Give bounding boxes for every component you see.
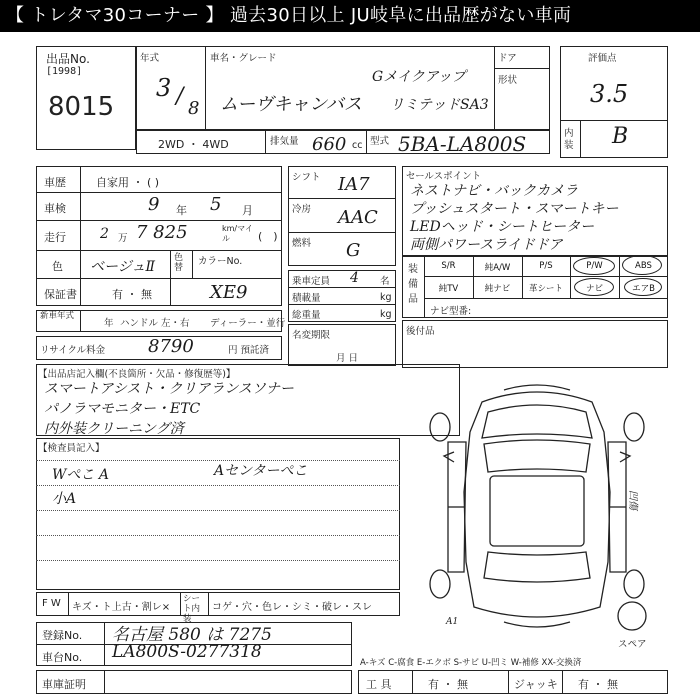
equip-navi-genuine: 純ナビ [484,284,511,294]
color-code-label: カラーNo. [198,256,243,267]
equip-aw: 純A/W [484,263,511,273]
lot-number: 8015 [48,92,115,122]
tools-value: 有 ・ 無 [428,678,468,691]
diagram-note-1: 凹傷 [627,490,638,510]
reg-label: 登録No. [42,629,83,642]
shift-label: シフト [292,172,321,183]
equip-pw-circle [573,257,615,275]
history-value: 自家用 ・ ( ) [96,176,160,189]
capacity-unit: 名 [380,276,390,287]
inspector-line-1: Wぺこ A [52,467,109,483]
spare-label: スペア [618,639,647,650]
displacement-label: 排気量 [270,136,299,147]
inspection-month-unit: 月 [242,204,253,217]
displacement-unit: cc [352,140,363,151]
car-hood [482,405,592,438]
sales-line-1: ネストナビ・バックカメラ [410,183,578,199]
seat-label: シート内装 [183,594,201,624]
shape-label: 形状 [498,75,518,86]
score-label: 評価点 [588,53,617,64]
grade-line1: Gメイクアップ [372,69,466,85]
car-roof [490,476,584,546]
equip-navi: ナビ [585,284,603,294]
damage-legend: A-キズ C-腐食 E-エクボ S-サビ U-凹ミ W-補修 XX-交換済 [360,658,582,668]
warranty-label: 保証書 [44,288,77,301]
sales-label: セールスポイント [406,171,482,182]
load-unit: kg [380,292,392,303]
front-bumper [504,385,570,390]
year-value-top: 3 [156,74,172,102]
capacity-label: 乗車定員 [292,276,331,287]
fw-label: F W [42,598,61,609]
year-slash: / [176,84,184,109]
inspector-line-1b: Aセンターぺこ [214,463,308,479]
drive-label: 2WD ・ 4WD [158,138,229,151]
color-code-value: XE9 [210,282,248,303]
diagram-note-2: A1 [446,617,459,627]
car-name: ムーヴキャンバス [220,94,362,115]
dealer-value: ディーラー・並行 [210,318,286,329]
year-label: 年式 [140,53,160,64]
chassis-label: 車台No. [42,651,83,664]
inspection-label: 車検 [44,202,66,215]
recycle-value: 8790 [148,336,194,357]
wheel-fr [624,413,644,441]
wheel-rr [624,570,644,598]
notes-line-3: 内外装クリーニング済 [44,421,184,437]
history-label: 車歴 [44,176,66,189]
tools-label: 工 具 [366,678,392,691]
door-label: ドア [498,53,517,64]
model-value: 5BA-LA800S [398,132,527,156]
sales-line-3: LEDヘッド・シートヒーター [410,219,595,235]
sales-line-2: プッシュスタート・スマートキー [410,201,619,217]
equip-airbag: エアB [632,284,655,294]
inspection-year-unit: 年 [176,204,187,217]
tools-box [358,670,668,694]
mileage-unit: km/マイル [222,224,253,243]
equip-navi-circle [574,278,614,296]
cooler-label: 冷房 [292,204,312,215]
notes-label: 【出品店記入欄(不良箇所・欠品・修復歴等)】 [38,369,236,380]
after-install-box [402,320,668,368]
jack-value: 有 ・ 無 [578,678,618,691]
notes-line-1: スマートアシスト・クリアランスソナー [44,381,294,397]
equip-pw: P/W [586,261,603,271]
shift-value: IA7 [338,174,370,195]
chassis-value: LA800S-0277318 [112,642,262,662]
weight-unit: kg [380,309,392,320]
equip-airbag-circle [624,278,662,296]
recycle-label: リサイクル料金 [40,345,106,356]
inspector-line-2: 小A [52,491,77,507]
car-body-outline [464,392,610,617]
equip-abs-circle [622,255,662,275]
header-banner: 【 トレタマ30コーナー 】 過去30日以上 JU岐阜に出品歴がない車両 [0,0,700,32]
mileage-man: 2 [100,226,109,242]
mileage-label: 走行 [44,231,66,244]
cooler-value: AAC [338,207,378,228]
color-change-label: 色替 [174,253,184,273]
equipment-label: 装備品 [408,264,418,305]
fuel-label: 燃料 [292,238,312,249]
grade-line2: リミテッドSA3 [390,97,489,113]
weight-label: 総重量 [292,310,321,321]
wheel-fl [430,413,450,441]
warranty-value: 有 ・ 無 [112,288,152,301]
car-rear-window [484,552,590,582]
regchange-unit: 月 日 [336,353,359,364]
rear-bumper [504,622,570,627]
seat-value: コゲ・穴・色レ・シミ・破レ・スレ [212,602,372,613]
car-windshield [484,440,590,472]
equip-abs: ABS [635,261,652,271]
regchange-label: 名変期限 [292,330,331,341]
wheel-rl [430,570,450,598]
capacity-value: 4 [350,270,359,286]
load-label: 積載量 [292,293,321,304]
inspection-year: 9 [148,194,160,215]
navi-model-label: ナビ型番: [430,306,472,317]
model-label: 型式 [370,136,390,147]
lot-label: 出品No. [46,52,90,66]
mileage-paren: ( ) [258,230,278,243]
equip-leather: 革シート [528,284,563,294]
color-value: ベージュⅡ [90,259,155,275]
interior-value: B [612,124,629,149]
lot-sub: [1998] [46,66,83,77]
equip-ps: P/S [539,261,553,271]
interior-label: 内装 [564,128,574,151]
name-label: 車名・グレード [210,53,277,64]
newcar-year: 年 [104,318,114,329]
equip-sr: S/R [441,261,456,271]
fuel-value: G [346,240,361,261]
newcar-label: 新車年式 [40,311,75,321]
handle-value: ハンドル 左・右 [120,318,190,329]
reg-value: 名古屋 580 は 7275 [112,625,272,645]
inspector-label: 【検査員記入】 [38,443,105,454]
cert-label: 車庫証明 [42,678,86,691]
mileage-rest: 7 825 [136,222,188,243]
car-diagram [404,372,670,642]
spare-tire [618,602,646,630]
notes-line-2: パノラマモニター・ETC [44,401,201,417]
displacement-value: 660 [312,134,347,155]
sales-line-4: 両側パワースライドドア [410,237,563,253]
mileage-man-unit: 万 [118,233,128,244]
equip-tv: 純TV [438,284,459,294]
inspection-month: 5 [210,194,222,215]
recycle-unit: 円 預託済 [228,345,270,356]
year-value-bottom: 8 [188,98,200,119]
after-install-label: 後付品 [406,326,435,337]
score-value: 3.5 [590,80,629,108]
fw-value: キズ・ト上古・割レ× [72,602,171,613]
color-label: 色 [52,260,63,273]
jack-label: ジャッキ [514,678,558,691]
